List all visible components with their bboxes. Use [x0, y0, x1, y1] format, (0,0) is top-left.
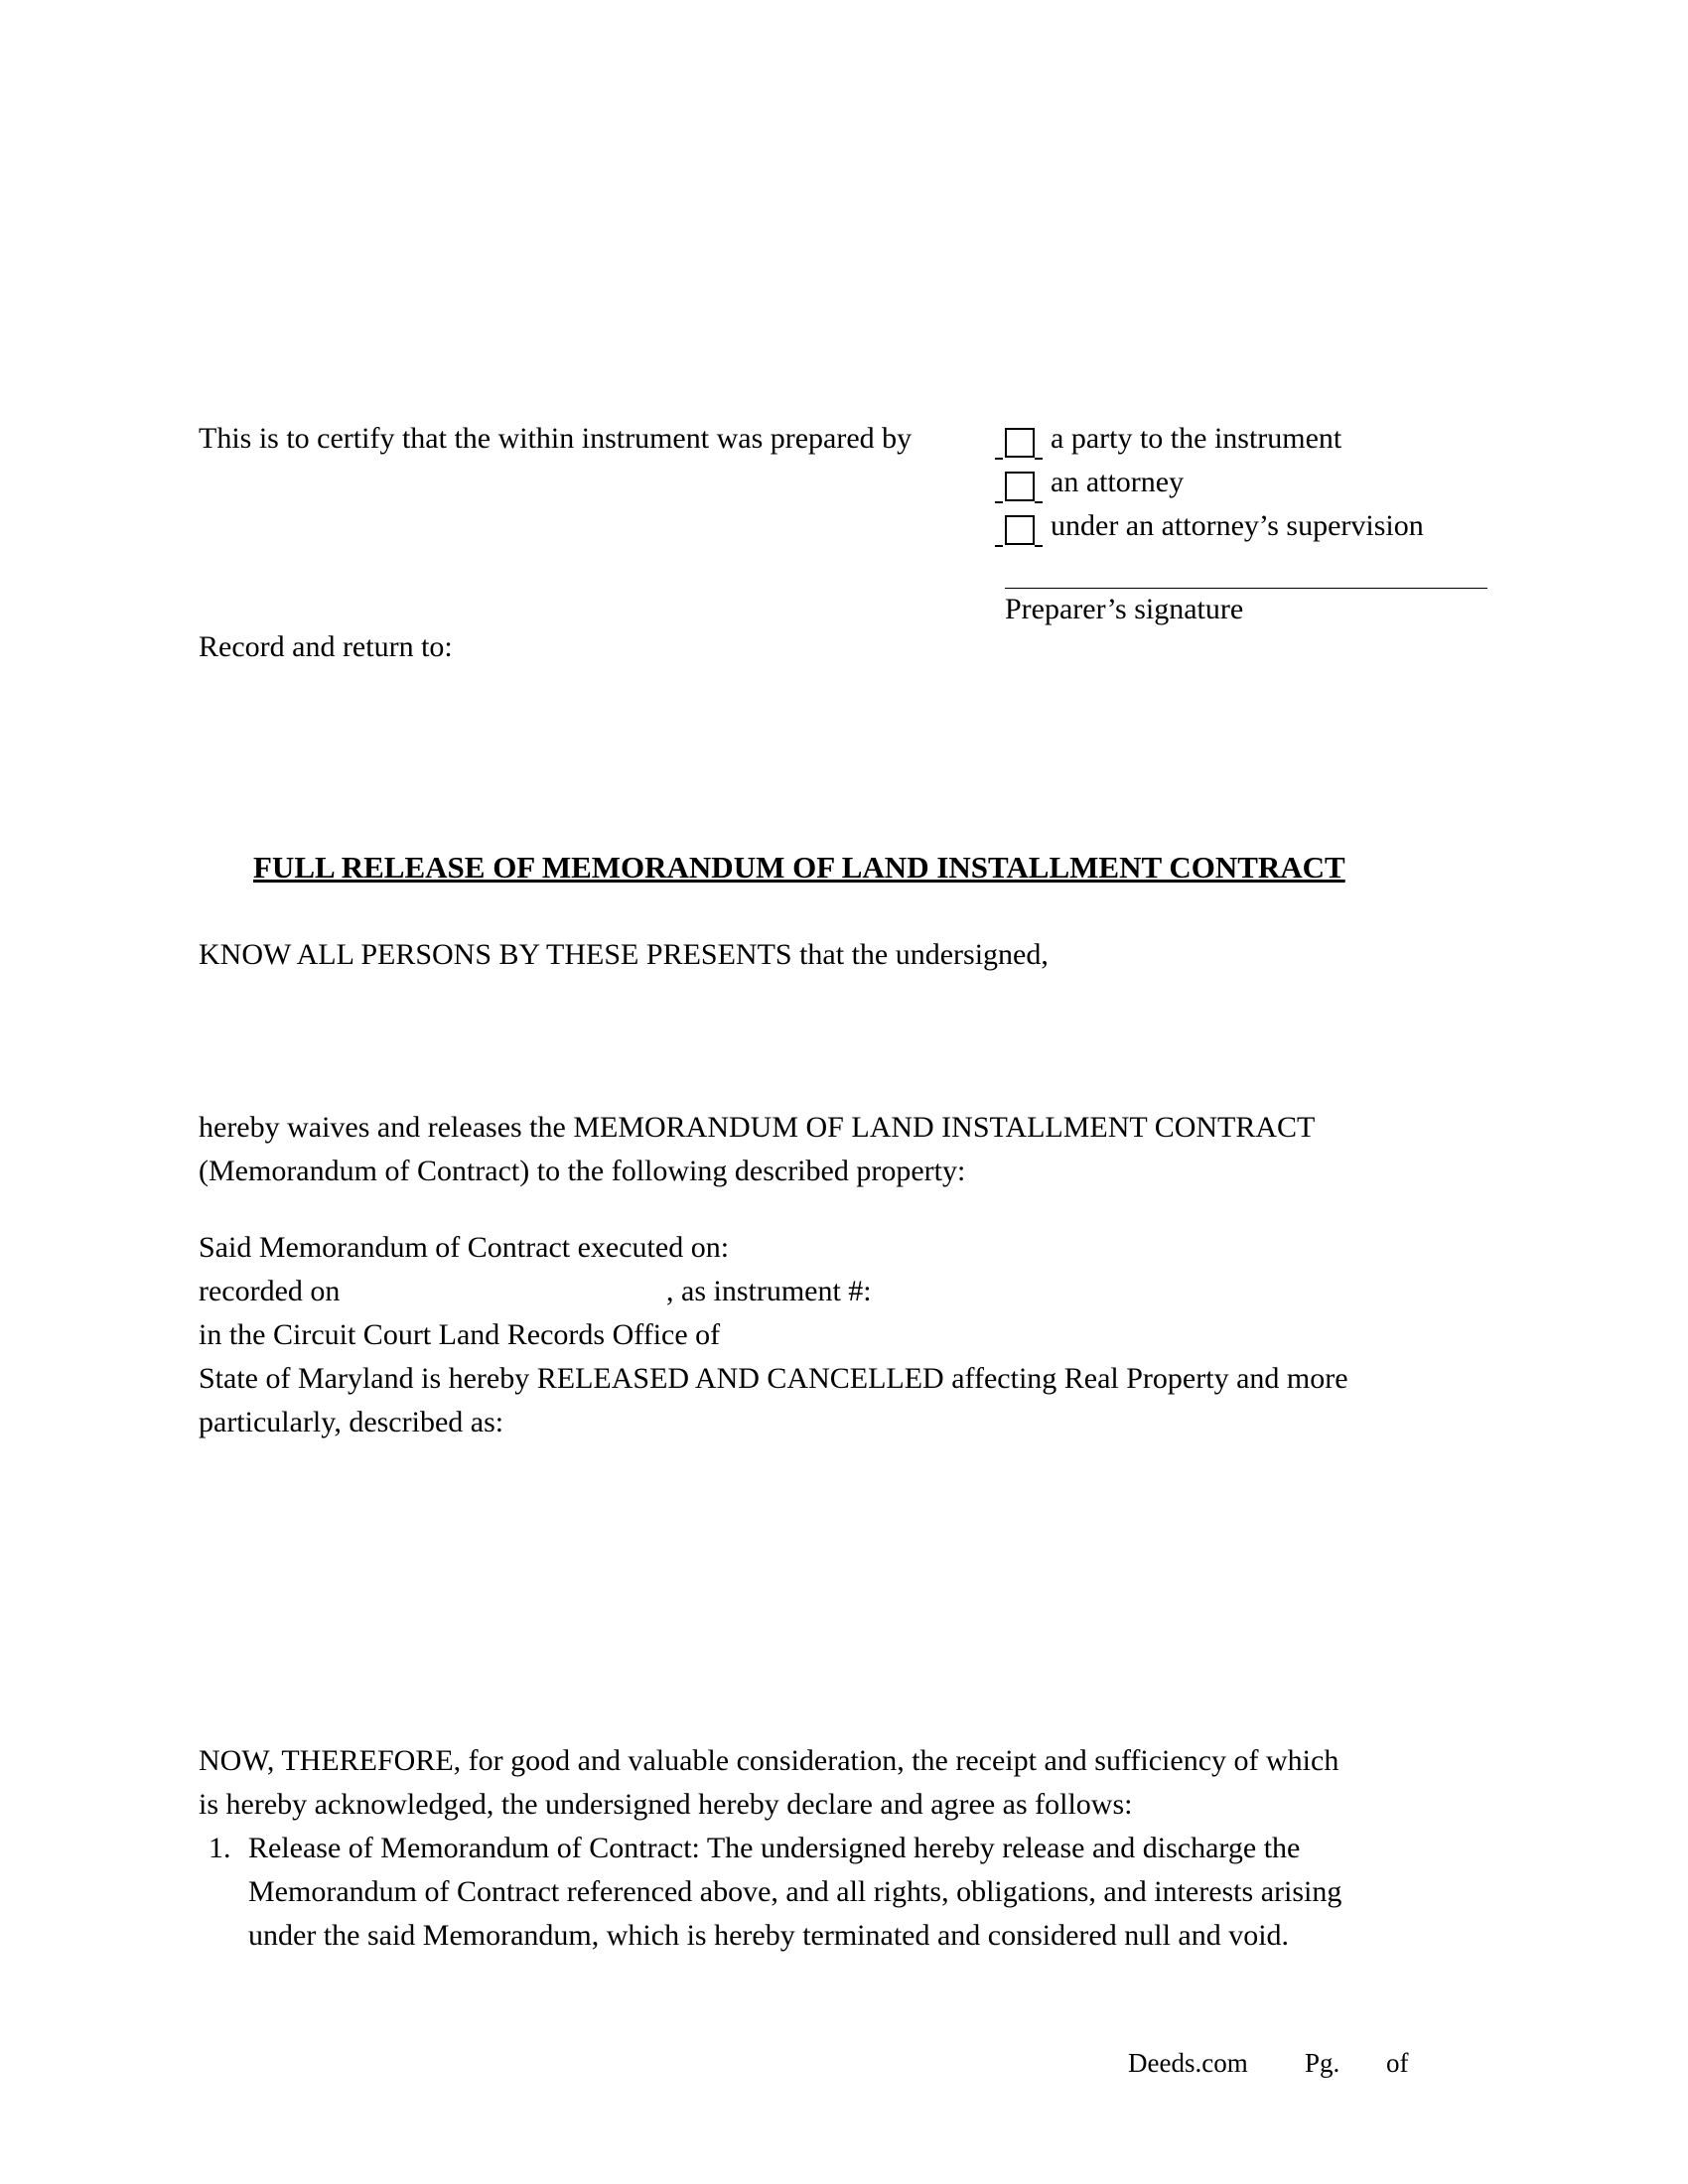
preparer-intro: This is to certify that the within instrument was prepared by	[199, 422, 913, 455]
executed-on-text: Said Memorandum of Contract executed on:	[199, 1231, 730, 1264]
item-1-line-1: Release of Memorandum of Contract: The undersigned hereby release and discharge the	[248, 1832, 1301, 1864]
option-underscore	[995, 545, 1003, 547]
list-item-number: 1.	[209, 1832, 231, 1864]
instrument-number-text: , as instrument #:	[666, 1275, 872, 1307]
waives-line-2: (Memorandum of Contract) to the following described property:	[199, 1155, 966, 1187]
option-underscore	[1035, 458, 1043, 460]
option-underscore	[995, 501, 1003, 503]
checkbox-attorney[interactable]	[1005, 472, 1035, 501]
checkbox-supervision[interactable]	[1005, 515, 1035, 545]
footer-of-label: of	[1386, 2048, 1409, 2078]
state-line-text: State of Maryland is hereby RELEASED AND CANCELLED affecting Real Property and more	[199, 1362, 1348, 1395]
option-underscore	[1035, 501, 1043, 503]
signature-label: Preparer’s signature	[1005, 593, 1244, 625]
described-as-text: particularly, described as:	[199, 1406, 504, 1438]
waives-line-1: hereby waives and releases the MEMORANDUM OF LAND INSTALLMENT CONTRACT	[199, 1111, 1316, 1144]
option-label-attorney: an attorney	[1051, 466, 1185, 498]
office-text: in the Circuit Court Land Records Office of	[199, 1318, 721, 1351]
now-therefore-line-1: NOW, THEREFORE, for good and valuable consideration, the receipt and sufficiency of which	[199, 1744, 1339, 1777]
footer-site: Deeds.com	[1128, 2048, 1248, 2078]
item-1-line-2: Memorandum of Contract referenced above, and all rights, obligations, and interests arising	[248, 1875, 1342, 1908]
option-underscore	[995, 458, 1003, 460]
option-label-supervision: under an attorney’s supervision	[1051, 509, 1424, 542]
know-all-text: KNOW ALL PERSONS BY THESE PRESENTS that the undersigned,	[199, 938, 1049, 971]
checkbox-party[interactable]	[1005, 428, 1035, 458]
now-therefore-line-2: is hereby acknowledged, the undersigned hereby declare and agree as follows:	[199, 1788, 1133, 1821]
document-title: FULL RELEASE OF MEMORANDUM OF LAND INSTALLMENT CONTRACT	[253, 850, 1345, 885]
item-1-line-3: under the said Memorandum, which is hereby terminated and considered null and void.	[248, 1919, 1290, 1952]
option-underscore	[1035, 545, 1043, 547]
record-return-label: Record and return to:	[199, 630, 453, 663]
option-label-party: a party to the instrument	[1051, 422, 1342, 455]
footer-page-label: Pg.	[1305, 2048, 1340, 2078]
recorded-on-text: recorded on	[199, 1275, 341, 1307]
